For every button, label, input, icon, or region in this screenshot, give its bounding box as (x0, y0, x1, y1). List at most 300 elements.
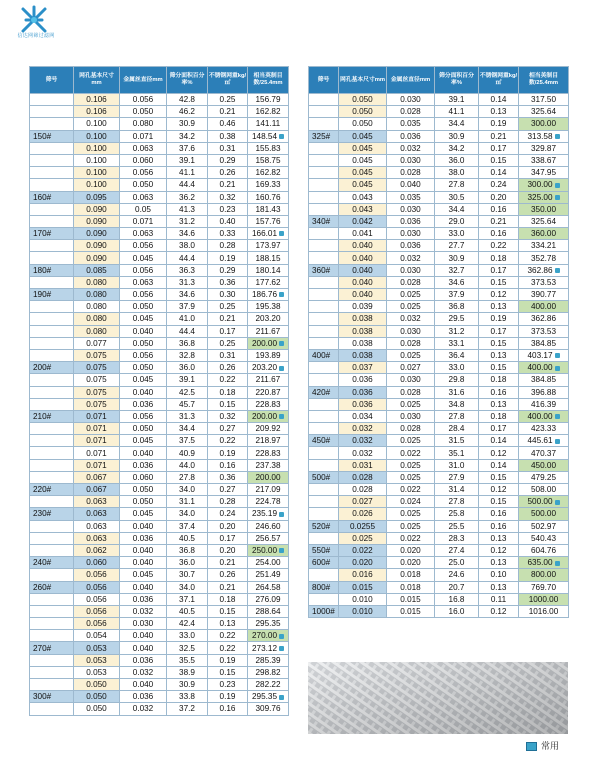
weight-cell-value: 0.11 (490, 594, 507, 604)
common-marker-icon (555, 134, 560, 139)
wire-diameter-cell-value: 0.035 (400, 119, 421, 129)
open-area-cell (435, 544, 479, 556)
wire-diameter-cell (387, 593, 435, 605)
wire-diameter-cell-value: 0.015 (400, 594, 421, 604)
imperial-mesh-cell (519, 520, 569, 532)
table-row (309, 179, 569, 191)
mesh-number-cell (30, 557, 74, 569)
mesh-number-cell (30, 252, 74, 264)
aperture-cell (339, 179, 387, 191)
table-row (30, 679, 289, 691)
weight-cell (208, 520, 248, 532)
table-row (309, 349, 569, 361)
wire-diameter-cell (120, 557, 167, 569)
imperial-mesh-cell-value: 403.17 (527, 351, 553, 361)
brand-caption: 信达网筛过滤网 (17, 33, 55, 39)
weight-cell (479, 301, 519, 313)
imperial-mesh-cell-value: 400.00 (527, 363, 553, 373)
imperial-mesh-cell-value: 325.00 (527, 192, 553, 202)
open-area-cell (167, 703, 208, 715)
common-marker-icon (279, 134, 284, 139)
table-row (309, 118, 569, 130)
aperture-cell-value: 0.062 (86, 546, 107, 556)
table-row (30, 240, 289, 252)
open-area-cell-value: 39.1 (448, 95, 465, 105)
mesh-number-cell (30, 691, 74, 703)
weight-cell-value: 0.16 (490, 521, 507, 531)
open-area-cell (435, 118, 479, 130)
weight-cell (479, 325, 519, 337)
table-row (309, 276, 569, 288)
mesh-number-cell (309, 362, 339, 374)
weight-cell-value: 0.21 (219, 558, 236, 568)
open-area-cell-value: 16.8 (448, 594, 465, 604)
imperial-mesh-cell (519, 215, 569, 227)
open-area-cell (435, 154, 479, 166)
weight-cell (208, 459, 248, 471)
mesh-number-cell-value: 210# (33, 411, 52, 421)
imperial-mesh-cell-value: 350.00 (530, 204, 557, 214)
open-area-cell-value: 27.4 (448, 546, 465, 556)
aperture-cell-value: 0.100 (86, 119, 107, 129)
imperial-mesh-cell-value: 325.64 (530, 216, 557, 226)
imperial-mesh-cell (248, 569, 289, 581)
aperture-cell-value: 0.077 (86, 338, 107, 348)
aperture-cell-value: 0.016 (352, 570, 373, 580)
wire-diameter-cell-value: 0.056 (132, 241, 154, 251)
weight-cell-value: 0.14 (490, 95, 507, 105)
weight-cell (479, 508, 519, 520)
wire-diameter-cell-value: 0.030 (400, 95, 421, 105)
imperial-mesh-cell (519, 167, 569, 179)
open-area-cell-value: 38.0 (179, 241, 195, 251)
aperture-cell-value: 0.050 (86, 704, 107, 714)
table-row (309, 605, 569, 617)
aperture-cell-value: 0.090 (86, 253, 107, 263)
aperture-cell-value: 0.050 (352, 107, 373, 117)
mesh-spec-table-left (29, 66, 289, 716)
mesh-number-cell (309, 484, 339, 496)
weight-cell-value: 0.13 (490, 302, 507, 312)
imperial-mesh-cell (519, 349, 569, 361)
open-area-cell-value: 46.2 (179, 107, 195, 117)
open-area-cell-value: 34.4 (448, 119, 465, 129)
open-area-cell (167, 520, 208, 532)
wire-diameter-cell-value: 0.028 (400, 387, 421, 397)
imperial-mesh-cell-value: 334.21 (530, 241, 557, 251)
aperture-cell-value: 0.080 (86, 277, 107, 287)
weight-cell-value: 0.17 (490, 424, 507, 434)
imperial-mesh-cell-value: 186.76 (251, 290, 278, 300)
mesh-number-cell (30, 630, 74, 642)
open-area-cell (167, 215, 208, 227)
mesh-number-cell (30, 544, 74, 556)
mesh-number-cell (30, 240, 74, 252)
imperial-mesh-cell-value: 540.43 (530, 533, 557, 543)
imperial-mesh-cell-value: 635.00 (527, 558, 553, 568)
weight-cell-value: 0.38 (219, 131, 236, 141)
table-row (30, 398, 289, 410)
aperture-cell-value: 0.027 (352, 497, 373, 507)
weight-cell (479, 532, 519, 544)
open-area-cell (167, 666, 208, 678)
mesh-number-cell (30, 106, 74, 118)
open-area-cell (435, 240, 479, 252)
imperial-mesh-cell (519, 191, 569, 203)
open-area-cell-value: 41.1 (448, 107, 465, 117)
weight-cell (479, 459, 519, 471)
weight-cell-value: 0.26 (219, 570, 236, 580)
aperture-cell (74, 679, 120, 691)
imperial-mesh-cell-value: 220.87 (255, 387, 281, 397)
open-area-cell-value: 28.4 (448, 424, 465, 434)
weight-cell-value: 0.20 (219, 546, 236, 556)
wire-diameter-cell-value: 0.056 (132, 290, 154, 300)
col-header-imperial-mesh: 相当英制目数/25.4mm (248, 67, 289, 94)
aperture-cell-value: 0.075 (86, 375, 107, 385)
aperture-cell (339, 581, 387, 593)
open-area-cell (167, 240, 208, 252)
aperture-cell-value: 0.041 (352, 229, 373, 239)
imperial-mesh-cell-value: 282.22 (255, 680, 281, 690)
weight-cell (479, 398, 519, 410)
aperture-cell-value: 0.100 (86, 143, 107, 153)
imperial-mesh-cell (248, 630, 289, 642)
wire-diameter-cell (120, 569, 167, 581)
aperture-cell (74, 240, 120, 252)
aperture-cell (74, 179, 120, 191)
mesh-number-cell-value: 160# (33, 192, 52, 202)
wire-mesh-photo (308, 662, 568, 734)
imperial-mesh-cell-value: 181.43 (255, 204, 281, 214)
open-area-cell (167, 471, 208, 483)
open-area-cell-value: 27.9 (448, 472, 465, 482)
aperture-cell (339, 471, 387, 483)
open-area-cell-value: 41.3 (179, 204, 195, 214)
imperial-mesh-cell-value: 237.38 (255, 460, 281, 470)
imperial-mesh-cell (519, 532, 569, 544)
wire-diameter-cell (120, 484, 167, 496)
common-marker-icon (555, 366, 560, 371)
wire-diameter-cell (120, 179, 167, 191)
weight-cell-value: 0.16 (219, 704, 236, 714)
imperial-mesh-cell-value: 313.58 (527, 131, 553, 141)
wire-diameter-cell (120, 142, 167, 154)
open-area-cell (167, 191, 208, 203)
wire-diameter-cell-value: 0.056 (132, 351, 154, 361)
mesh-number-cell (309, 496, 339, 508)
weight-cell-value: 0.15 (219, 606, 236, 616)
mesh-number-cell (309, 106, 339, 118)
aperture-cell-value: 0.045 (352, 131, 373, 141)
wire-diameter-cell (387, 484, 435, 496)
wire-diameter-cell (120, 301, 167, 313)
open-area-cell (435, 130, 479, 142)
table-row (309, 362, 569, 374)
weight-cell-value: 0.21 (219, 582, 236, 592)
mesh-number-cell-value: 500# (312, 472, 331, 482)
aperture-cell-value: 0.045 (352, 180, 373, 190)
wire-diameter-cell (387, 252, 435, 264)
imperial-mesh-cell (248, 666, 289, 678)
open-area-cell (167, 374, 208, 386)
open-area-cell-value: 30.7 (179, 570, 195, 580)
wire-diameter-cell-value: 0.036 (400, 216, 421, 226)
open-area-cell (167, 167, 208, 179)
open-area-cell (435, 276, 479, 288)
weight-cell-value: 0.12 (490, 290, 507, 300)
common-marker-icon (555, 268, 560, 273)
imperial-mesh-cell (519, 374, 569, 386)
wire-diameter-cell-value: 0.060 (132, 472, 154, 482)
aperture-cell-value: 0.038 (352, 338, 373, 348)
imperial-mesh-cell-value: 141.11 (255, 119, 281, 129)
open-area-cell-value: 31.6 (448, 387, 465, 397)
open-area-cell (167, 313, 208, 325)
imperial-mesh-cell (248, 581, 289, 593)
weight-cell-value: 0.24 (219, 509, 236, 519)
imperial-mesh-cell-value: 309.76 (255, 704, 281, 714)
mesh-number-cell (30, 423, 74, 435)
imperial-mesh-cell-value: 450.00 (530, 460, 557, 470)
weight-cell (208, 264, 248, 276)
imperial-mesh-cell-value: 264.58 (255, 582, 281, 592)
imperial-mesh-cell-value: 200.00 (251, 411, 278, 421)
mesh-number-cell (30, 118, 74, 130)
imperial-mesh-cell-value: 325.64 (530, 107, 557, 117)
aperture-cell (74, 654, 120, 666)
table-row (309, 130, 569, 142)
open-area-cell-value: 34.6 (179, 290, 195, 300)
weight-cell (208, 618, 248, 630)
imperial-mesh-cell (248, 264, 289, 276)
aperture-cell-value: 0.067 (86, 485, 107, 495)
open-area-cell (167, 459, 208, 471)
weight-cell-value: 0.19 (219, 448, 236, 458)
mesh-number-cell (30, 581, 74, 593)
imperial-mesh-cell-value: 396.88 (530, 387, 557, 397)
mesh-number-cell (30, 386, 74, 398)
table-row (309, 106, 569, 118)
col-header-wire: 金属丝直径mm (120, 67, 167, 94)
wire-diameter-cell (120, 228, 167, 240)
aperture-cell (339, 276, 387, 288)
aperture-cell (339, 484, 387, 496)
weight-cell-value: 0.18 (490, 375, 507, 385)
imperial-mesh-cell-value: 148.54 (251, 131, 278, 141)
open-area-cell-value: 42.8 (179, 95, 195, 105)
mesh-number-cell (309, 276, 339, 288)
imperial-mesh-cell-value: 508.00 (530, 485, 557, 495)
table-row (309, 94, 569, 106)
table-row (30, 337, 289, 349)
imperial-mesh-cell (519, 581, 569, 593)
open-area-cell-value: 37.1 (179, 594, 195, 604)
mesh-number-cell (30, 313, 74, 325)
table-row (309, 203, 569, 215)
aperture-cell (339, 447, 387, 459)
wire-diameter-cell-value: 0.060 (132, 156, 154, 166)
weight-cell (208, 630, 248, 642)
aperture-cell-value: 0.090 (86, 229, 107, 239)
imperial-mesh-cell (519, 130, 569, 142)
aperture-cell (74, 459, 120, 471)
mesh-number-cell (309, 289, 339, 301)
imperial-mesh-cell-value: 200.00 (251, 338, 278, 348)
open-area-cell-value: 45.7 (179, 399, 195, 409)
table-row (309, 593, 569, 605)
table-row (309, 325, 569, 337)
table-row (30, 264, 289, 276)
imperial-mesh-cell (248, 386, 289, 398)
aperture-cell (74, 484, 120, 496)
wire-diameter-cell-value: 0.040 (132, 582, 154, 592)
aperture-cell-value: 0.034 (352, 411, 373, 421)
imperial-mesh-cell-value: 251.49 (255, 570, 281, 580)
wire-diameter-cell (120, 435, 167, 447)
aperture-cell-value: 0.090 (86, 204, 107, 214)
open-area-cell-value: 35.5 (179, 655, 195, 665)
wire-diameter-cell (387, 337, 435, 349)
open-area-cell-value: 32.8 (179, 351, 195, 361)
table-row (309, 228, 569, 240)
imperial-mesh-cell-value: 295.35 (251, 692, 278, 702)
open-area-cell-value: 40.5 (179, 606, 195, 616)
common-marker-icon (279, 512, 284, 517)
common-marker-icon (555, 439, 560, 444)
weight-cell-value: 0.22 (490, 241, 507, 251)
open-area-cell (435, 252, 479, 264)
open-area-cell-value: 36.0 (179, 363, 195, 373)
open-area-cell (435, 191, 479, 203)
wire-diameter-cell (120, 374, 167, 386)
weight-cell-value: 0.16 (490, 509, 507, 519)
open-area-cell-value: 37.2 (179, 704, 195, 714)
weight-cell (479, 276, 519, 288)
imperial-mesh-cell (248, 106, 289, 118)
table-row (309, 264, 569, 276)
aperture-cell-value: 0.056 (86, 594, 107, 604)
open-area-cell-value: 44.4 (179, 253, 195, 263)
wire-diameter-cell (120, 240, 167, 252)
weight-cell-value: 0.18 (219, 387, 236, 397)
imperial-mesh-cell-value: 270.00 (251, 631, 278, 641)
imperial-mesh-cell (248, 154, 289, 166)
weight-cell (208, 508, 248, 520)
aperture-cell (74, 289, 120, 301)
imperial-mesh-cell (248, 167, 289, 179)
aperture-cell-value: 0.080 (86, 290, 107, 300)
imperial-mesh-cell (519, 337, 569, 349)
wire-diameter-cell-value: 0.050 (132, 180, 154, 190)
weight-cell (208, 203, 248, 215)
weight-cell (479, 142, 519, 154)
wire-diameter-cell-value: 0.030 (400, 265, 421, 275)
col-header-imperial-mesh: 相当英制目数/25.4mm (519, 67, 569, 94)
table-row (309, 423, 569, 435)
weight-cell-value: 0.29 (219, 265, 236, 275)
aperture-cell-value: 0.043 (352, 204, 373, 214)
wire-diameter-cell (120, 703, 167, 715)
open-area-cell-value: 31.2 (179, 216, 195, 226)
open-area-cell-value: 36.2 (179, 192, 195, 202)
wire-diameter-cell-value: 0.025 (400, 436, 421, 446)
aperture-cell-value: 0.071 (86, 436, 107, 446)
wire-diameter-cell-value: 0.030 (400, 411, 421, 421)
weight-cell-value: 0.18 (490, 411, 507, 421)
imperial-mesh-cell-value: 285.39 (255, 655, 281, 665)
wire-diameter-cell (387, 276, 435, 288)
weight-cell-value: 0.22 (219, 375, 236, 385)
weight-cell-value: 0.15 (490, 156, 507, 166)
aperture-cell (74, 691, 120, 703)
common-marker-icon (555, 414, 560, 419)
table-row (309, 191, 569, 203)
aperture-cell (339, 118, 387, 130)
open-area-cell-value: 33.0 (179, 631, 195, 641)
wire-diameter-cell (120, 532, 167, 544)
wire-diameter-cell-value: 0.050 (132, 302, 154, 312)
open-area-cell-value: 34.4 (179, 424, 195, 434)
imperial-mesh-cell (519, 106, 569, 118)
open-area-cell (167, 447, 208, 459)
open-area-cell-value: 28.3 (448, 533, 465, 543)
imperial-mesh-cell-value: 155.83 (255, 143, 281, 153)
table-row (309, 459, 569, 471)
open-area-cell (167, 642, 208, 654)
imperial-mesh-cell (248, 691, 289, 703)
imperial-mesh-cell (519, 459, 569, 471)
imperial-mesh-cell (248, 544, 289, 556)
aperture-cell-value: 0.039 (352, 302, 373, 312)
wire-diameter-cell (387, 496, 435, 508)
imperial-mesh-cell (248, 276, 289, 288)
aperture-cell (339, 313, 387, 325)
aperture-cell-value: 0.100 (86, 180, 107, 190)
weight-cell (208, 569, 248, 581)
aperture-cell (74, 435, 120, 447)
open-area-cell (167, 398, 208, 410)
wire-diameter-cell (387, 130, 435, 142)
aperture-cell (339, 228, 387, 240)
open-area-cell-value: 34.0 (179, 582, 195, 592)
mesh-number-cell (309, 520, 339, 532)
aperture-cell (339, 557, 387, 569)
aperture-cell-value: 0.071 (86, 448, 107, 458)
weight-cell-value: 0.17 (219, 326, 236, 336)
open-area-cell-value: 30.5 (448, 192, 465, 202)
wire-diameter-cell-value: 0.025 (400, 509, 421, 519)
mesh-number-cell (309, 435, 339, 447)
imperial-mesh-cell (519, 435, 569, 447)
open-area-cell-value: 36.8 (448, 302, 465, 312)
imperial-mesh-cell-value: 500.00 (530, 509, 557, 519)
mesh-number-cell (309, 118, 339, 130)
imperial-mesh-cell-value: 360.00 (530, 229, 557, 239)
aperture-cell (74, 557, 120, 569)
wire-diameter-cell-value: 0.071 (132, 131, 154, 141)
open-area-cell (167, 605, 208, 617)
mesh-number-cell-value: 520# (312, 521, 331, 531)
open-area-cell-value: 25.8 (448, 509, 465, 519)
wire-diameter-cell (120, 410, 167, 422)
col-header-weight: 不锈钢网重kg/㎡ (479, 67, 519, 94)
imperial-mesh-cell (248, 215, 289, 227)
wire-diameter-cell (120, 520, 167, 532)
mesh-number-cell-value: 240# (33, 558, 52, 568)
aperture-cell (339, 459, 387, 471)
table-row (30, 508, 289, 520)
